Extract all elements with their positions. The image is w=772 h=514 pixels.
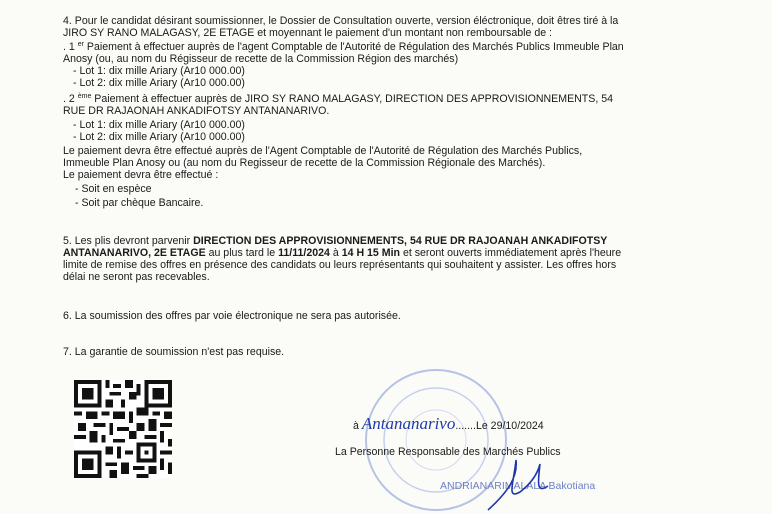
section5-line4: délai ne seront pas recevables.: [63, 271, 210, 283]
payment1-line2: Anosy (ou, au nom du Régisseur de recette de la Commission Région des marchés): [63, 53, 459, 65]
section5-prefix: 5. Les plis devront parvenir: [63, 235, 194, 247]
payment1-text: Paiement à effectuer auprès de l'agent Comptable de l'Autorité de Régulation des Marchés Publics Immeuble Plan: [83, 41, 624, 53]
signature-place: Antananarivo: [361, 414, 456, 433]
payment1-number: . 1: [63, 41, 75, 53]
payment2-text: Paiement à effectuer auprès de JIRO SY RANO MALAGASY, DIRECTION DES APPROVISIONNEMENTS, 54: [91, 93, 613, 105]
lot2-a: - Lot 2: dix mille Ariary (Ar10 000.00): [73, 77, 245, 89]
signatory-name: ANDRIANARIMALALA Bakotiana: [440, 480, 596, 492]
section5-mid: au plus tard le: [205, 247, 279, 259]
payment1-sup: er: [77, 41, 84, 48]
signature-place-date: [353, 414, 544, 436]
payment-option-cash: - Soit en espèce: [75, 183, 152, 195]
payment2-line1: [63, 93, 613, 105]
section4-line1: 4. Pour le candidat désirant soumissionner, le Dossier de Consultation ouverte, version éléctronique, doit êtres tiré à la: [63, 15, 619, 27]
section4-line2: JIRO SY RANO MALAGASY, 2E ETAGE et moyennant le paiement d'un montant non remboursable de :: [63, 27, 552, 39]
signature-role: La Personne Responsable des Marchés Publics: [335, 446, 561, 458]
lot1-a: - Lot 1: dix mille Ariary (Ar10 000.00): [73, 65, 245, 77]
qr-code: [74, 380, 172, 478]
section5-line1: [63, 235, 607, 247]
payment2-number: . 2: [63, 93, 75, 105]
payment-option-cheque: - Soit par chèque Bancaire.: [75, 197, 204, 209]
handwritten-signature: [478, 452, 598, 514]
payment-para2: Immeuble Plan Anosy ou (au nom du Regisseur de recette de la Commission Régionale des Marchés).: [63, 157, 546, 169]
signature-date: Le 29/10/2024: [475, 420, 544, 432]
payment-para3: Le paiement devra être effectué :: [63, 169, 219, 181]
section5-address-cont: ANTANANARIVO, 2E ETAGE: [63, 247, 206, 259]
signature-at: à: [353, 420, 362, 432]
section5-a: à: [329, 247, 342, 259]
payment2-sup: ème: [77, 93, 92, 100]
lot2-b: - Lot 2: dix mille Ariary (Ar10 000.00): [73, 131, 245, 143]
deadline-date: 11/11/2024: [278, 247, 330, 259]
section7: 7. La garantie de soumission n'est pas requise.: [63, 346, 285, 358]
section5-line2: [63, 247, 621, 259]
payment1-line1: [63, 41, 624, 53]
section6: 6. La soumission des offres par voie électronique ne sera pas autorisée.: [63, 310, 401, 322]
section5-address: DIRECTION DES APPROVISIONNEMENTS, 54 RUE DR RAJOANAH ANKADIFOTSY: [193, 235, 608, 247]
deadline-time: 14 H 15 Min: [341, 247, 401, 259]
section5-line3: limite de remise des offres en présence des candidats ou leurs représentants qui souhaitent y assister. Les offres hors: [63, 259, 617, 271]
section5-rest: et seront ouverts immédiatement après l'heure: [400, 247, 622, 259]
payment-para1: Le paiement devra être effectué auprès de l'Agent Comptable de l'Autorité de Régulation des Marchés Publics,: [63, 145, 583, 157]
signature-dots: .......: [455, 420, 476, 432]
payment2-line2: RUE DR RAJAONAH ANKADIFOTSY ANTANANARIVO.: [63, 105, 330, 117]
lot1-b: - Lot 1: dix mille Ariary (Ar10 000.00): [73, 119, 245, 131]
